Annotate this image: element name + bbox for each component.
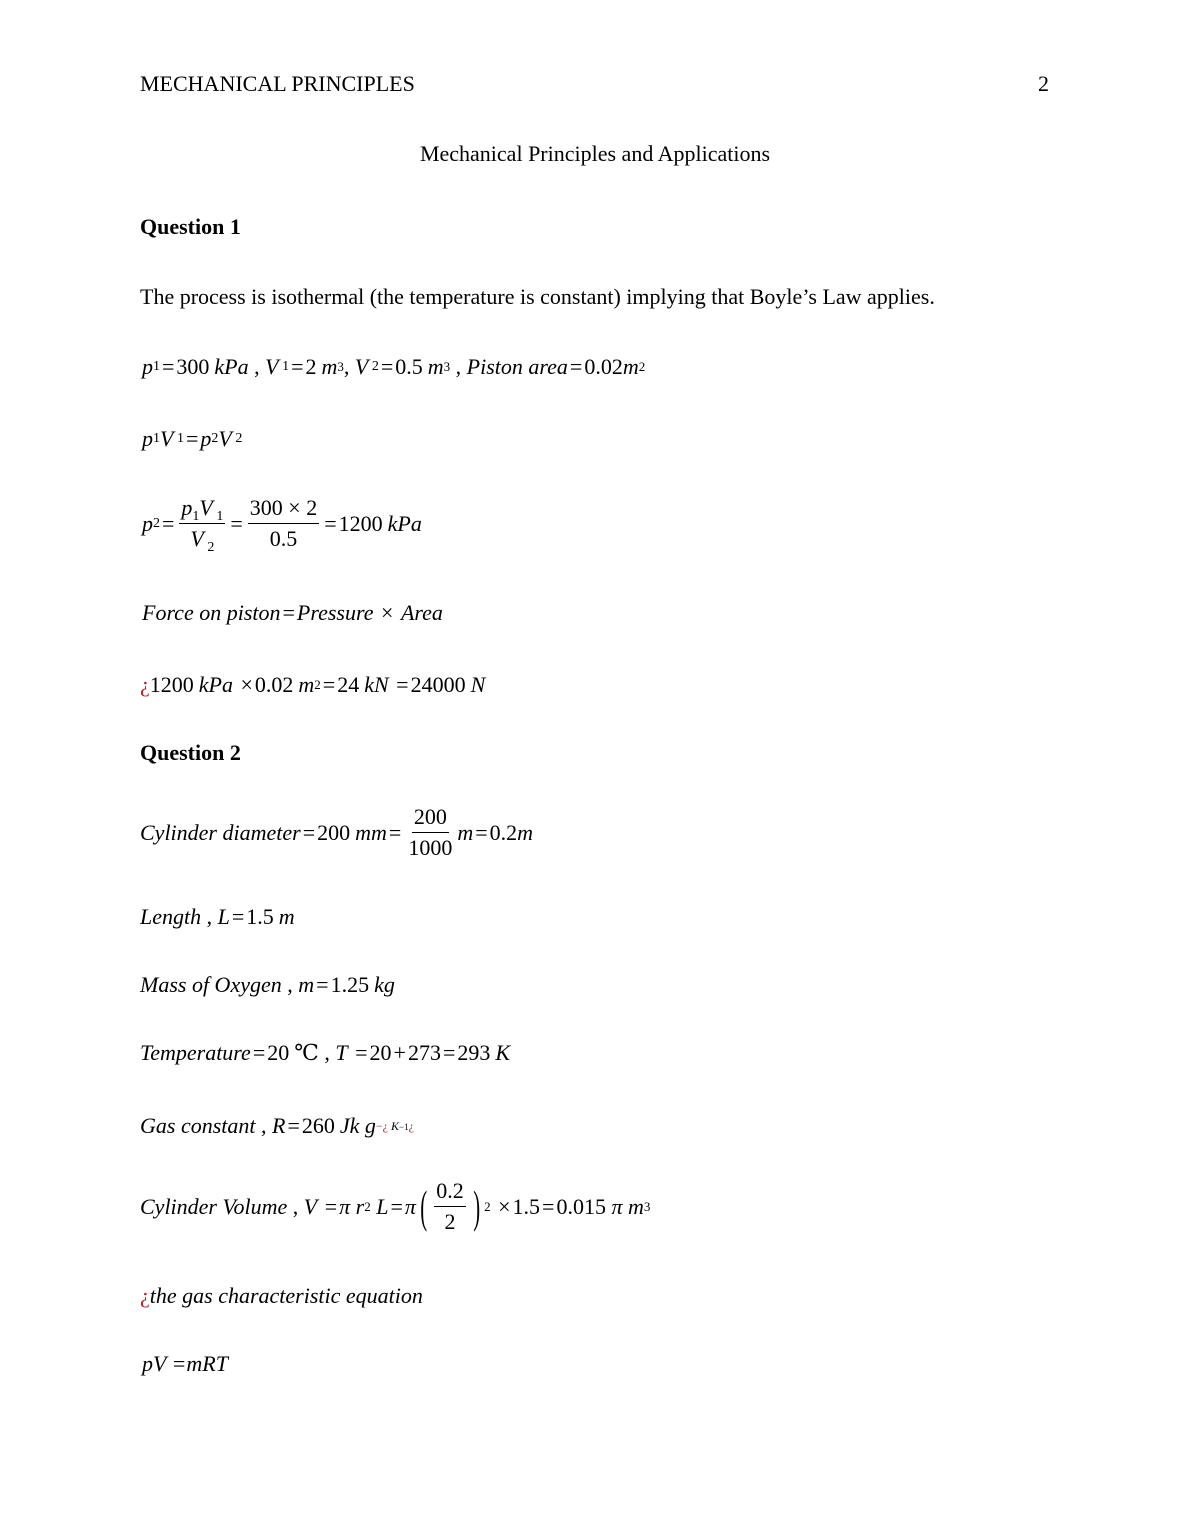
equation-boyles-law: p 1 V 1 = p 2 V 2 [142, 426, 243, 451]
equation-force-definition: Force on piston = Pressure × Area [142, 600, 443, 625]
question-1-intro: The process is isothermal (the temperature is constant) implying that Boyle’s Law applies. [140, 284, 935, 309]
piston-area-unit: m [622, 354, 639, 379]
equation-given-values: p 1 = 300 kPa , V 1 = 2 m 3 , V 2 = 0.5 m 3 , Piston area = 0.02 m 2 [142, 354, 646, 379]
p1-value: 300 [176, 354, 210, 379]
fraction-p1v1-over-v2: $\frac{p_1V _1}{V _2}$ [181, 495, 224, 555]
v1-value: 2 [305, 354, 317, 379]
inverted-question-marker: ¿ [140, 1283, 150, 1308]
equation-p2: p 2 = $\frac{p_1V _1}{V _2}$ = $\frac{300 \times 2}{0.5}$ = 1200 kPa [142, 495, 422, 555]
piston-area-value: 0.02 [584, 354, 623, 379]
document-title: Mechanical Principles and Applications [419, 141, 771, 166]
equation-cylinder-volume: Cylinder Volume , V = π r 2 L = π ( $\frac{0.2}{2}$ ) 2 × 1.5 = 0.015 π m 3 [140, 1178, 651, 1234]
equation-pv-mrt: pV =mRT [142, 1351, 228, 1376]
question-2-heading: Question 2 [140, 740, 241, 765]
inverted-question-marker: ¿ [140, 672, 150, 697]
gas-constant-exponent: −¿ K−1¿ [375, 1118, 414, 1133]
p2-unit: kPa [387, 510, 422, 536]
fraction-numeric: $\frac{300 \times 2}{0.5}$ [249, 495, 318, 551]
equation-characteristic-note: ¿ the gas characteristic equation [140, 1283, 423, 1308]
v1-unit: m [321, 354, 338, 379]
equation-length: Length , L = 1.5 m [140, 904, 295, 929]
piston-area-label: Piston area [466, 354, 568, 379]
v2-unit: m [427, 354, 444, 379]
p1-unit: kPa [214, 354, 249, 379]
v2-value: 0.5 [395, 354, 423, 379]
equation-temperature: Temperature = 20 ℃ , T = 20 + 273 = 293 K [140, 1040, 511, 1065]
equation-mass: Mass of Oxygen , m = 1.25 kg [140, 972, 395, 997]
running-head: MECHANICAL PRINCIPLES [140, 71, 415, 96]
fraction-radius: $\frac{0.2}{2}$ [436, 1178, 464, 1234]
p2-result: 1200 [338, 510, 383, 536]
equation-cylinder-diameter: Cylinder diameter = 200 mm = $\frac{200}{1000}$ m = 0.2 m [140, 804, 534, 860]
page-number: 2 [1038, 71, 1049, 96]
equation-force-calculation: ¿ 1200 kPa × 0.02 m 2 = 24 kN = 24000 N [140, 672, 486, 697]
question-1-heading: Question 1 [140, 214, 241, 239]
equation-gas-constant: Gas constant , R = 260 Jk g −¿ K−1¿ [140, 1113, 414, 1138]
fraction-diameter: $\frac{200}{1000}$ [408, 804, 453, 860]
